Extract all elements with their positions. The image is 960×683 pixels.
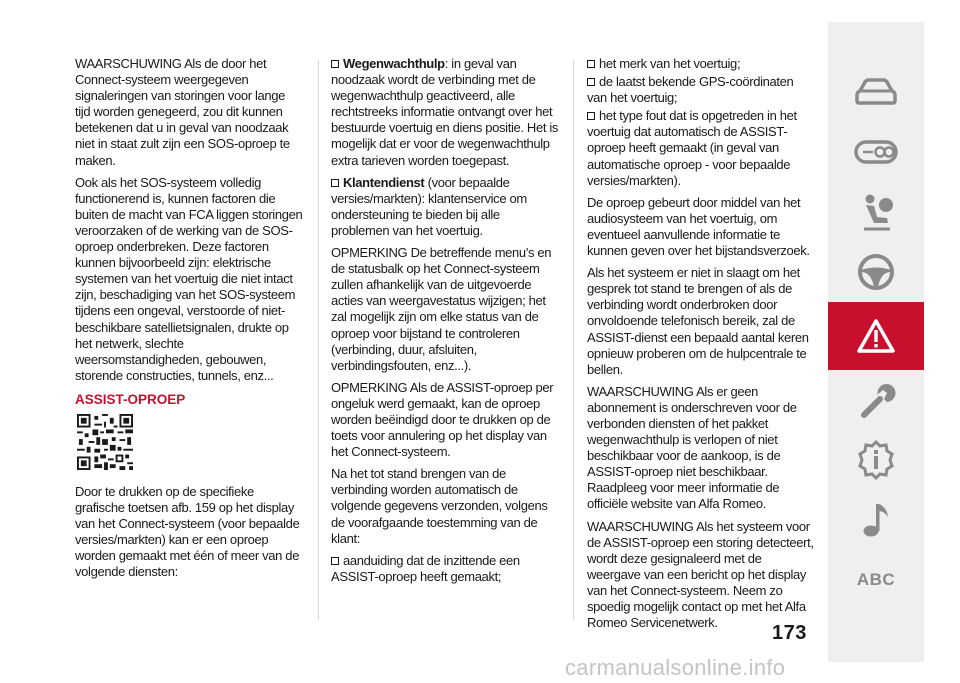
- music-note-icon: [861, 501, 891, 539]
- sidebar-item-safety[interactable]: [828, 182, 924, 242]
- column-divider: [318, 60, 319, 620]
- bullet-text: : in geval van noodzaak wordt de verbinding met de wegenwachthulp geactiveerd, alle rechtstreeks informatie ontvangt over het bestuurde voertuig en diens positie. Het is mogelijk dat er voor de wegenwachthulp extra tarieven worden toegepast.: [331, 56, 559, 168]
- bullet-text: het merk van het voertuig;: [599, 56, 741, 71]
- sidebar-item-starting-driving[interactable]: [828, 242, 924, 302]
- warning-paragraph-subscription: WAARSCHUWING Als er geen abonnement is onderschreven voor de verbonden diensten of het pakket wegenwachthulp is verlopen of niet beschikbaar voor de aankoop, is de ASSIST-oproep niet beschikbaar. Raadpleeg voor meer informatie de officiële website van Alfa Romeo.: [587, 383, 797, 512]
- warning-paragraph: WAARSCHUWING Als de door het Connect-systeem weergegeven signaleringen van storingen voor lange tijd worden genegeerd, zou dit kunnen betekenen dat u in geval van noodzaak niet in staat zult zijn een SOS-oproep te maken.: [75, 56, 290, 168]
- bullet-title: Klantendienst: [343, 174, 425, 190]
- checkbox-bullet-icon: [331, 557, 339, 565]
- sidebar-item-multimedia[interactable]: [828, 490, 924, 550]
- index-abc-icon: ABC: [856, 570, 896, 589]
- sidebar-item-dashboard[interactable]: [828, 122, 924, 182]
- airbag-seat-icon: [856, 192, 896, 232]
- checkbox-bullet-icon: [587, 78, 595, 86]
- technical-info-icon: [856, 440, 896, 480]
- paragraph-audio: De oproep gebeurt door middel van het audiosysteem van het voertuig, om eventueel aanvullende informatie te kunnen geven over het bijstandsverzoek.: [587, 194, 810, 259]
- paragraph-data-sent: Na het tot stand brengen van de verbinding worden automatisch de volgende gegevens verzonden, volgens de voorafgaande toestemming van de klant:: [331, 466, 548, 546]
- checkbox-bullet-icon: [587, 60, 595, 68]
- note-paragraph-status: OPMERKING De betreffende menu's en de statusbalk op het Connect-systeem zullen afhankelijk van de uitgevoerde acties van weergavestatus wijzigen; het zal mogelijk zijn om elke status van de oproep voor bijstand te controleren (verbinding, duur, afsluiten, verbindingsfouten, enz...).: [331, 245, 552, 373]
- text-column-2: [331, 56, 559, 591]
- bullet-item-wegenwachthulp: [331, 56, 559, 169]
- bullet-text: het type fout dat is opgetreden in het voertuig dat automatisch de ASSIST-oproep heeft gemaakt (in geval van automatische oproep - voor bepaalde versies/markten).: [587, 108, 797, 188]
- sidebar-item-technical-data[interactable]: [828, 430, 924, 490]
- bullet-item-klantendienst: [331, 175, 559, 239]
- sidebar-item-emergency[interactable]: [828, 302, 924, 370]
- bullet-item-brand: [587, 56, 815, 72]
- qr-code-icon: [77, 414, 133, 470]
- watermark: carmanualsonline.info: [565, 655, 786, 680]
- paragraph-assist-intro: Door te drukken op de specifieke grafische toetsen afb. 159 op het display van het Connect-systeem (voor bepaalde versies/markten) kan er een oproep worden gemaakt met één of meer van de volgende diensten:: [75, 483, 300, 580]
- warning-triangle-icon: [856, 318, 896, 354]
- bullet-item-fault-type: [587, 108, 815, 188]
- checkbox-bullet-icon: [331, 60, 339, 68]
- warning-paragraph-fault: WAARSCHUWING Als het systeem voor de ASSIST-oproep een storing detecteert, wordt deze gesignaleerd met de weergave van een bericht op het display van het Connect-systeem. Neem zo spoedig mogelijk contact op met het Alfa Romeo Servicenetwerk.: [587, 518, 814, 631]
- bullet-text: (voor bepaalde versies/markten): klantenservice om ondersteuning te bieden bij alle problemen van het voertuig.: [331, 174, 527, 238]
- wrench-icon: [856, 380, 896, 420]
- dashboard-gauges-icon: [854, 139, 898, 165]
- note-paragraph-cancel: OPMERKING Als de ASSIST-oproep per ongeluk werd gemaakt, kan de oproep worden beëindigd door te drukken op de toets voor annulering op het display van het Connect-systeem.: [331, 379, 554, 460]
- checkbox-bullet-icon: [331, 179, 339, 187]
- sidebar-item-vehicle[interactable]: [828, 62, 924, 122]
- bullet-text: aanduiding dat de inzittende een ASSIST-oproep heeft gemaakt;: [331, 552, 520, 584]
- car-icon: [855, 77, 897, 107]
- steering-wheel-icon: [857, 253, 895, 291]
- page-number: 173: [772, 622, 807, 644]
- chapter-sidebar: [828, 22, 924, 662]
- text-column-3: [587, 56, 815, 637]
- paragraph-retry: Als het systeem er niet in slaagt om het gesprek tot stand te brengen of als de verbinding wordt onderbroken door onvoldoende telefonisch bereik, zal de ASSIST-dienst een bepaald aantal keren opnieuw proberen om de hulpcentrale te bellen.: [587, 265, 809, 377]
- paragraph-sos-factors: Ook als het SOS-systeem volledig functionerend is, kunnen factoren die buiten de macht van FCA liggen storingen veroorzaken of de werking van de SOS-oproep onderbreken. Deze factoren kunnen bijvoorbeeld zijn: elektrische systemen van het voertuig die niet intact zijn, beschadiging van het SOS-systeem tijdens een ongeval, verstoorde of niet-beschikbare satellietsignalen, drukte op het netwerk, slechte weersomstandigheden, gebouwen, storende constructies, tunnels, enz...: [75, 174, 303, 383]
- section-heading-assist: ASSIST-OPROEP: [75, 391, 186, 407]
- column-divider: [573, 60, 574, 620]
- sidebar-item-index[interactable]: [828, 550, 924, 610]
- text-column-1: [75, 56, 303, 587]
- checkbox-bullet-icon: [587, 112, 595, 120]
- bullet-title: Wegenwachthulp: [343, 56, 445, 71]
- bullet-item-assist-made: [331, 553, 559, 585]
- bullet-text: de laatst bekende GPS-coördinaten van het voertuig;: [587, 74, 794, 106]
- sidebar-item-maintenance[interactable]: [828, 370, 924, 430]
- bullet-item-gps: [587, 74, 815, 106]
